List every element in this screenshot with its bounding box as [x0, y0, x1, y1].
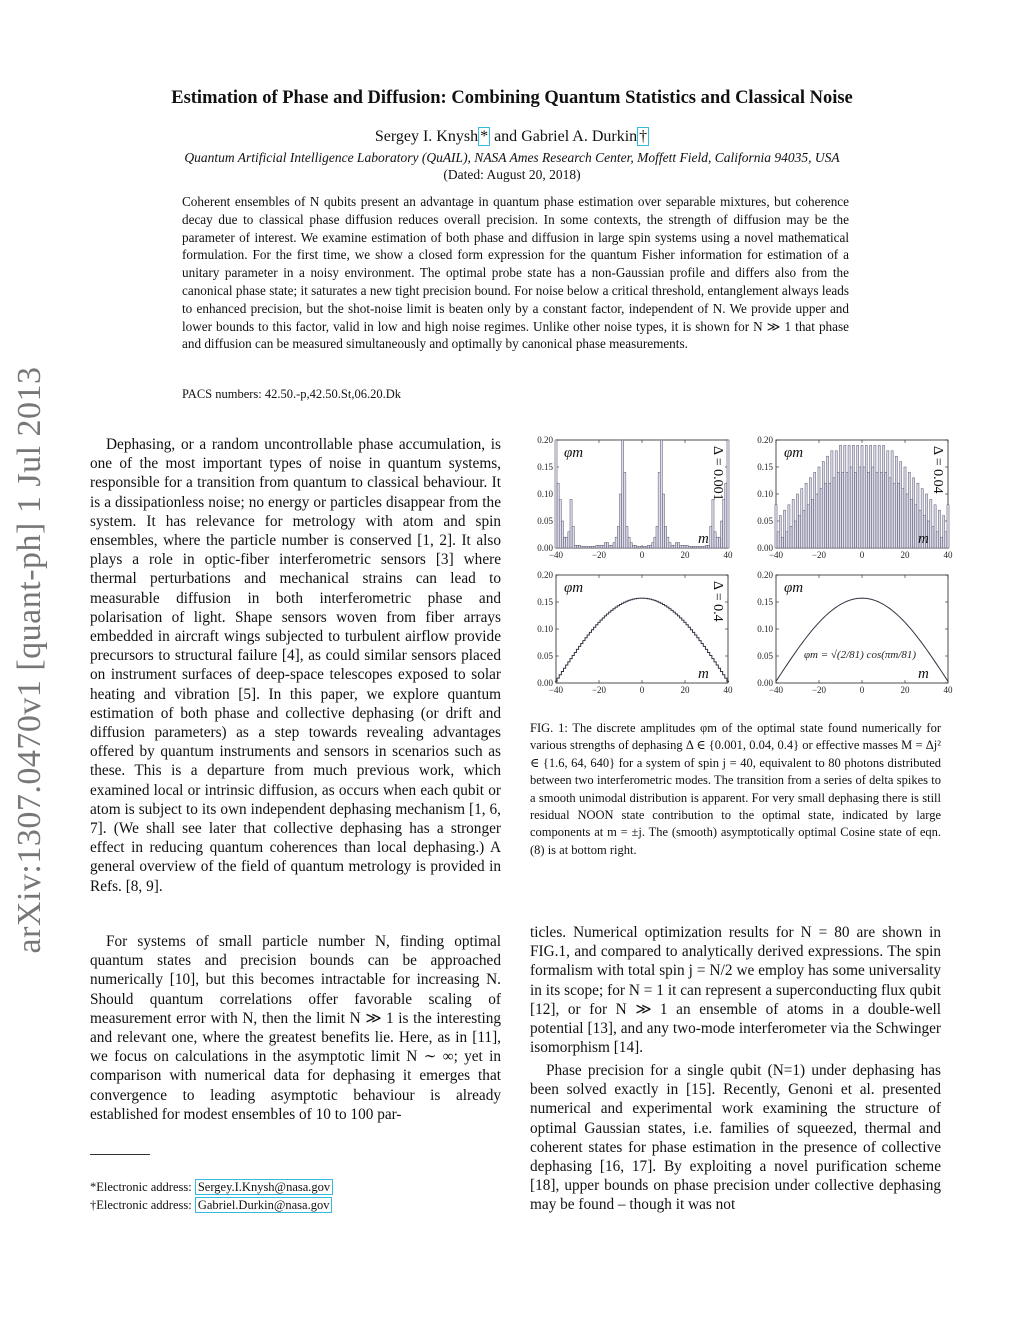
- plot-2-bar: [867, 472, 869, 548]
- plot-1-xtick-label: 0: [639, 550, 645, 560]
- plot-1-xtick-label: −40: [548, 550, 564, 560]
- plot-1-bar: [594, 546, 596, 548]
- plot-2-bar: [831, 451, 833, 548]
- plot-1-bar: [695, 546, 697, 548]
- plot-2-bar: [863, 467, 865, 548]
- plot-1-xtick-label: 20: [680, 550, 690, 560]
- plot-1-ytick-label: 0.05: [537, 516, 553, 526]
- plot-4-xtick-label: −40: [768, 685, 784, 695]
- plot-1-ytick-label: 0.20: [537, 435, 553, 445]
- plot-2-bar: [938, 510, 940, 548]
- paper-title: Estimation of Phase and Diffusion: Combining Quantum Statistics and Classical Noise: [171, 88, 853, 108]
- plot-4-ytick-label: 0.15: [757, 597, 773, 607]
- arxiv-stamp: [4, 366, 56, 954]
- plot-1-bar: [677, 543, 679, 548]
- plot-2-bar: [811, 499, 813, 548]
- plot-panel-2: [757, 435, 953, 560]
- plot-3-ytick-label: 0.10: [537, 624, 553, 634]
- plot-1-bar: [693, 546, 695, 548]
- plot-1-bar: [662, 494, 664, 548]
- plot-1-bar: [669, 543, 671, 548]
- plot-1-bar: [611, 545, 613, 548]
- plot-1-bar: [723, 499, 725, 548]
- plot-2-bar: [913, 478, 915, 548]
- author-knysh: Sergey I. Knysh: [374, 128, 479, 145]
- plot-2-bar: [777, 532, 779, 548]
- author-line: [0, 128, 1024, 146]
- plot-4-ytick-label: 0.20: [757, 570, 773, 580]
- plot-4-svg: [757, 570, 953, 695]
- plot-1-bar: [632, 545, 634, 548]
- plot-1-bar: [645, 546, 647, 548]
- plot-1-bar: [572, 526, 574, 548]
- plot-2-bar: [887, 451, 889, 548]
- plot-1-bar: [598, 545, 600, 548]
- plot-2-bar: [799, 516, 801, 548]
- plot-1-xlabel: m: [698, 531, 709, 547]
- plot-2-bar: [891, 451, 893, 548]
- plot-2-xtick-label: 20: [900, 550, 910, 560]
- plot-2-bar: [876, 472, 878, 548]
- footnote-1: [90, 1180, 333, 1195]
- affiliation: Quantum Artificial Intelligence Laboratory (QuAIL), NASA Ames Research Center, Moffett Field, California 94035, USA: [184, 150, 840, 165]
- plot-2-bar: [865, 445, 867, 548]
- plot-1-bar: [641, 546, 643, 548]
- plot-4-ytick-label: 0.00: [757, 678, 773, 688]
- plot-2-ytick-label: 0.05: [757, 516, 773, 526]
- plot-2-bar: [792, 499, 794, 548]
- plot-1-bar: [718, 537, 720, 548]
- plot-panel-3: [537, 570, 733, 695]
- plot-2-bar: [936, 532, 938, 548]
- plot-2-bar: [809, 478, 811, 548]
- plot-1-bar: [684, 545, 686, 548]
- plot-1-svg: [537, 435, 733, 560]
- plot-2-bar: [803, 510, 805, 548]
- plot-2-bar: [837, 472, 839, 548]
- plot-1-bar: [609, 545, 611, 548]
- plot-2-bar: [805, 483, 807, 548]
- pacs-numbers: PACS numbers: 42.50.-p,42.50.St,06.20.Dk: [182, 387, 402, 401]
- plot-2-bar: [930, 499, 932, 548]
- plot-2-bar: [829, 483, 831, 548]
- plot-2-bar: [846, 472, 848, 548]
- plot-3-title: Δ = 0.4: [710, 581, 725, 622]
- plot-2-bar: [889, 478, 891, 548]
- plot-1-bar: [607, 543, 609, 548]
- plot-panel-4: [757, 570, 953, 695]
- plot-2-bar: [779, 516, 781, 548]
- plot-2-xtick-label: −20: [811, 550, 827, 560]
- plot-2-bar: [902, 489, 904, 548]
- plot-1-bar: [559, 499, 561, 548]
- plot-2-bar: [940, 537, 942, 548]
- plot-1-bar: [710, 526, 712, 548]
- right-paragraph-2: [530, 1061, 941, 1215]
- plot-1-bar: [602, 545, 604, 548]
- plot-2-bar: [833, 478, 835, 548]
- plot-2-bar: [835, 451, 837, 548]
- intro-p1-text: Dephasing, or a random uncontrollable phase accumulation, is one of the most important types of noise in quantum systems, responsible for a transition from quantum to classical behaviour. It is a dissipationless noise; no energy or particles disappear from the system. It has relevance for metrology with atom and spin ensembles, where the particle number is conserved [1, 2]. It also plays a role in optic-fiber interferometric sensors [3] where thermal perturbations and mechanical strains can lead to measurable diffusion in both interferometric phase and polarisation of light. Shape sensors woven from fiber arrays embedded in aircraft wings subjected to turbulent airflow provide precursors to structural failure [4], as could similar sensors placed on instrument surfaces of deep-space telescopes exposed to solar heating and vibration [5]. In this paper, we explore quantum estimation of both phase and collective dephasing (or drift and diffusion parameters) as a step towards revealing advantages offered by quantum instruments and sensors in scenarios such as these. This is a departure from much previous work, which examined local or intrinsic diffusion, as occurs when each qubit or atom is subject to its own independent dephasing mechanism [1, 6, 7]. (We shall see later that collective dephasing has a stronger effect in reducing quantum coherences than local dephasing.) A general overview of the field of quantum metrology is provided in Refs. [8, 9].: [90, 436, 501, 895]
- plot-1-bar: [604, 543, 606, 548]
- plot-1-xtick-label: 40: [723, 550, 733, 560]
- plot-2-bar: [870, 445, 872, 548]
- plot-1-bar: [720, 521, 722, 548]
- plot-2-bar: [945, 532, 947, 548]
- plot-1-bar: [591, 546, 593, 548]
- plot-2-bar: [844, 445, 846, 548]
- plot-1-bar: [628, 537, 630, 548]
- plot-2-bar: [820, 489, 822, 548]
- plot-1-bar: [555, 440, 557, 548]
- plot-4-xlabel: m: [918, 666, 929, 682]
- plot-2-bar: [827, 456, 829, 548]
- plot-1-bar: [613, 543, 615, 548]
- plot-2-bar: [915, 505, 917, 548]
- plot-2-bar: [897, 483, 899, 548]
- plot-1-bar: [647, 545, 649, 548]
- plot-2-bar: [874, 445, 876, 548]
- plot-4-xtick-label: 40: [943, 685, 953, 695]
- plot-2-bar: [824, 483, 826, 548]
- author-durkin: Gabriel A. Durkin: [521, 128, 638, 145]
- plot-2-ylabel: φm: [784, 445, 804, 461]
- plot-1-bar: [626, 526, 628, 548]
- intro-paragraph-2: [90, 932, 501, 1124]
- plot-1-bar: [667, 537, 669, 548]
- plot-3-ytick-label: 0.00: [537, 678, 553, 688]
- plot-1-bar: [688, 546, 690, 548]
- plot-2-bar: [859, 467, 861, 548]
- plot-2-bar: [880, 472, 882, 548]
- plot-4-ytick-label: 0.05: [757, 651, 773, 661]
- plot-1-title: Δ = 0.001: [710, 446, 725, 501]
- plot-2-bar: [790, 526, 792, 548]
- footnote-2-prefix: †Electronic address:: [90, 1198, 195, 1212]
- plot-3-xtick-label: 20: [680, 685, 690, 695]
- plot-2-ytick-label: 0.10: [757, 489, 773, 499]
- plot-2-bar: [854, 472, 856, 548]
- plot-2-xtick-label: −40: [768, 550, 784, 560]
- plot-1-xtick-label: −20: [591, 550, 607, 560]
- right-p1-text: ticles. Numerical optimization results for N = 80 are shown in FIG.1, and compared to analytically derived expressions. The spin formalism with total spin j = N/2 we employ has some universality in its scope; for N = 1 it can represent a superconducting flux qubit [12], or for N ≫ 1 an ensemble of atoms in a double-well potential [13], and any two-mode interferometer via the Schwinger isomorphism [14].: [530, 924, 941, 1057]
- plot-2-bar: [882, 445, 884, 548]
- plot-4-annotation: φm = √(2/81) cos(πm/81): [803, 649, 917, 661]
- plot-1-bar: [570, 499, 572, 548]
- plot-3-xlabel: m: [698, 666, 709, 682]
- plot-1-ytick-label: 0.10: [537, 489, 553, 499]
- plot-2-bar: [932, 526, 934, 548]
- plot-2-bar: [781, 537, 783, 548]
- plot-1-bar: [690, 546, 692, 548]
- footnote-rule: [90, 1154, 150, 1155]
- plot-1-bar: [671, 545, 673, 548]
- plot-2-bar: [786, 532, 788, 548]
- plot-1-bar: [564, 537, 566, 548]
- date-line: (Dated: August 20, 2018): [443, 167, 581, 182]
- plot-1-bar: [658, 472, 660, 548]
- plot-1-bar: [583, 546, 585, 548]
- plot-4-xtick-label: 20: [900, 685, 910, 695]
- plot-2-bar: [850, 467, 852, 548]
- plot-3-ylabel: φm: [564, 580, 584, 596]
- plot-2-bar: [900, 462, 902, 548]
- plot-1-bar: [637, 546, 639, 548]
- plot-2-bar: [910, 499, 912, 548]
- plot-1-bar: [639, 546, 641, 548]
- plot-2-bar: [906, 494, 908, 548]
- plot-1-bar: [682, 545, 684, 548]
- plot-2-bar: [947, 505, 949, 548]
- plot-2-bar: [872, 467, 874, 548]
- plot-2-bar: [895, 456, 897, 548]
- plot-2-ytick-label: 0.20: [757, 435, 773, 445]
- plot-1-bar: [568, 532, 570, 548]
- plot-3-xtick-label: 40: [723, 685, 733, 695]
- plot-2-bar: [816, 494, 818, 548]
- plot-2-bar: [885, 472, 887, 548]
- intro-paragraph-1: [90, 435, 501, 896]
- plot-2-bar: [852, 445, 854, 548]
- author-connector: and: [490, 128, 522, 145]
- right-paragraph-1: [530, 923, 941, 1057]
- plot-2-bar: [794, 521, 796, 548]
- plot-1-bar: [660, 440, 662, 548]
- plot-2-bar: [814, 472, 816, 548]
- plot-2-bar: [878, 445, 880, 548]
- plot-2-bar: [818, 467, 820, 548]
- plot-1-bar: [600, 545, 602, 548]
- plot-1-bar: [576, 545, 578, 548]
- figure-caption: FIG. 1: The discrete amplitudes φm of the optimal state found numerically for various strengths of dephasing Δ ∈ {0.001, 0.04, 0.4} or effective masses M = Δj² ∈ {1.6, 64, 640} for a system of spin j = 40, equivalent to 80 photons distributed between two interferometric modes. The transition from a series of delta spikes to a smooth unimodal distribution is apparent. For very small dephasing there is still residual NOON state contribution to the optimal state, indicated by large components at m = ±j. The (smooth) asymptotically optimal Cosine state of eqn.(8) is at bottom right.: [530, 721, 941, 857]
- abstract: Coherent ensembles of N qubits present an advantage in quantum phase estimation over separable mixtures, but coherence decay due to classical phase diffusion reduces overall precision. In some contexts, the strength of diffusion may be the parameter of interest. We examine estimation of both phase and diffusion in large spin systems using a novel mathematical formulation. For the first time, we show a closed form expression for the quantum Fisher information for estimation of a unitary parameter in a noisy environment. The optimal probe state has a non-Gaussian profile and differs also from the canonical phase state; it saturates a new tight precision bound. For noise below a critical threshold, entanglement always leads to enhanced precision, but the shot-noise limit is beaten only by a constant factor, independent of N. We provide upper and lower bounds to this factor, valid in low and high noise regimes. Unlike other noise types, it is shown for N ≫ 1 that phase and diffusion can be measured simultaneously and optimally by canonical phase measurements.: [182, 194, 849, 352]
- plot-1-bar: [643, 546, 645, 548]
- plot-2-ytick-label: 0.15: [757, 462, 773, 472]
- plot-1-bar: [574, 545, 576, 548]
- plot-1-ylabel: φm: [564, 445, 584, 461]
- plot-2-bar: [775, 505, 777, 548]
- plot-1-bar: [581, 546, 583, 548]
- plot-4-ytick-label: 0.10: [757, 624, 773, 634]
- plot-3-ytick-label: 0.15: [537, 597, 553, 607]
- plot-2-bar: [934, 505, 936, 548]
- plot-1-bar: [656, 526, 658, 548]
- intro-p2-text: For systems of small particle number N, finding optimal quantum states and precision bounds can be approached numerically [10], but this becomes intractable for increasing N. Should quantum correlations offer favorable scaling of measurement error with N, then the limit N ≫ 1 is the interesting and relevant one, where the greatest benefits lie. Here, as in [11], we focus on calculations in the asymptotic limit N ∼ ∞; yet in comparison with numerical data for dephasing it emerges that convergence to leading asymptotic behaviour is already established for modest ensembles of 10 to 100 par-: [90, 933, 501, 1123]
- plot-3-svg: [537, 570, 733, 695]
- footnote-mark-2[interactable]: †: [639, 128, 648, 145]
- plot-2-bar: [842, 472, 844, 548]
- footnote-1-prefix: *Electronic address:: [90, 1180, 195, 1194]
- footnote-2: [90, 1198, 332, 1213]
- plot-1-bar: [675, 543, 677, 548]
- plot-2-bar: [904, 467, 906, 548]
- plot-3-xtick-label: −40: [548, 685, 564, 695]
- plot-1-bar: [714, 532, 716, 548]
- plot-1-bar: [665, 526, 667, 548]
- plot-1-bar: [634, 545, 636, 548]
- plot-1-bar: [585, 546, 587, 548]
- plot-1-bar: [652, 543, 654, 548]
- plot-1-bar: [589, 546, 591, 548]
- plot-1-bar: [596, 545, 598, 548]
- plot-1-bar: [624, 472, 626, 548]
- plot-2-bar: [801, 489, 803, 548]
- plot-1-bar: [712, 499, 714, 548]
- plot-2-bar: [893, 483, 895, 548]
- plot-2-bar: [848, 445, 850, 548]
- plot-1-bar: [587, 546, 589, 548]
- plot-1-bar: [557, 483, 559, 548]
- plot-2-xlabel: m: [918, 531, 929, 547]
- plot-1-bar: [680, 545, 682, 548]
- plot-1-bar: [617, 526, 619, 548]
- plot-2-bar: [784, 510, 786, 548]
- plot-1-bar: [686, 545, 688, 548]
- plot-2-bar: [908, 472, 910, 548]
- plot-2-title: Δ = 0.04: [930, 446, 945, 494]
- footnote-mark-1[interactable]: *: [480, 128, 489, 145]
- plot-1-bar: [622, 440, 624, 548]
- plot-1-bar: [727, 440, 729, 548]
- plot-2-bar: [839, 445, 841, 548]
- plot-4-xtick-label: 0: [859, 685, 865, 695]
- right-p2-text: Phase precision for a single qubit (N=1) under dephasing has been solved exactly in [15]. Recently, Genoni et al. presented numerical and experimental work examining the structure of optimal Gaussian states, i.e. families of squeezed, thermal and coherent states for phase estimation in the presence of collective dephasing [16, 17]. By exploiting a novel purification scheme [18], upper bounds on phase precision under collective dephasing may be found – though it was not: [530, 1062, 941, 1214]
- plot-1-ytick-label: 0.15: [537, 462, 553, 472]
- plot-1-bar: [673, 545, 675, 548]
- plot-3-ytick-label: 0.20: [537, 570, 553, 580]
- plot-2-bar: [857, 445, 859, 548]
- plot-1-ytick-label: 0.00: [537, 543, 553, 553]
- plot-3-xtick-label: −20: [591, 685, 607, 695]
- plot-2-bar: [861, 445, 863, 548]
- plot-3-xtick-label: 0: [639, 685, 645, 695]
- plot-1-bar: [561, 521, 563, 548]
- plot-1-bar: [654, 537, 656, 548]
- plot-2-ytick-label: 0.00: [757, 543, 773, 553]
- plot-2-bar: [822, 462, 824, 548]
- plot-1-bar: [630, 543, 632, 548]
- plot-panel-1: [537, 435, 733, 560]
- plot-2-bar: [796, 494, 798, 548]
- plot-2-bar: [788, 505, 790, 548]
- email-link-durkin[interactable]: Gabriel.Durkin@nasa.gov: [195, 1197, 333, 1213]
- plot-4-xtick-label: −20: [811, 685, 827, 695]
- plot-3-ytick-label: 0.05: [537, 651, 553, 661]
- plot-1-bar: [650, 545, 652, 548]
- plot-2-bar: [807, 505, 809, 548]
- plot-1-bar: [566, 537, 568, 548]
- plot-4-ylabel: φm: [784, 580, 804, 596]
- plot-1-bar: [716, 537, 718, 548]
- plot-1-bar: [579, 545, 581, 548]
- plot-1-bar: [619, 494, 621, 548]
- plot-2-xtick-label: 40: [943, 550, 953, 560]
- plot-2-bar: [943, 516, 945, 548]
- plot-1-bar: [615, 537, 617, 548]
- email-link-knysh[interactable]: Sergey.I.Knysh@nasa.gov: [195, 1179, 333, 1195]
- arxiv-stamp-text: arXiv:1307.0470v1 [quant-ph] 1 Jul 2013: [11, 366, 48, 954]
- plot-2-xtick-label: 0: [859, 550, 865, 560]
- plot-2-svg: [757, 435, 953, 560]
